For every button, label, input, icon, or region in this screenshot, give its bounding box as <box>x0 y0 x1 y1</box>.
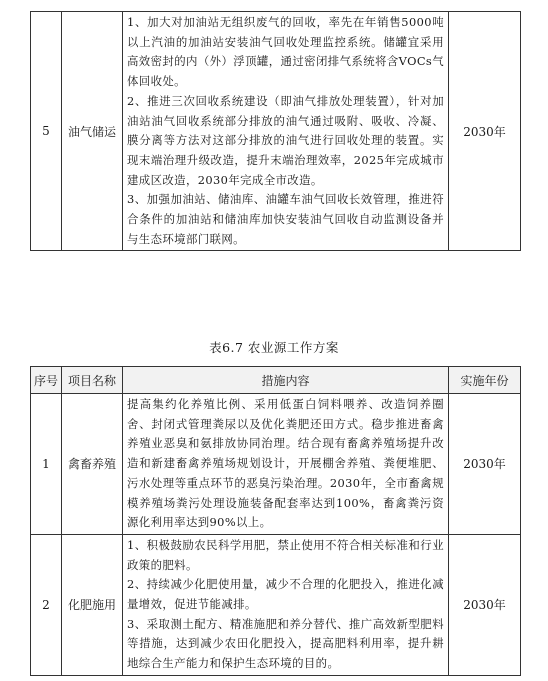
measure-paragraph: 1、积极鼓励农民科学用肥，禁止使用不符合相关标准和行业政策的肥料。 <box>127 537 444 572</box>
measure-paragraph: 3、采取测土配方、精准施肥和养分替代、推广高效新型肥料等措施，达到减少农田化肥投入，提高肥料利用率，提升耕地综合生产能力和保护生态环境的目的。 <box>127 616 444 671</box>
implementation-year: 2030年 <box>449 12 521 251</box>
row-number: 5 <box>31 12 62 251</box>
header-name: 项目名称 <box>62 367 123 394</box>
table-row <box>31 12 521 251</box>
table-header-row <box>31 367 521 394</box>
measure-paragraph: 3、加强加油站、储油库、油罐车油气回收长效管理，推进符合条件的加油站和储油库加快安装油气回收自动监测设备并与生态环境部门联网。 <box>127 192 444 246</box>
agriculture-table <box>30 366 521 676</box>
project-name: 禽畜养殖 <box>62 394 123 535</box>
project-name: 化肥施用 <box>62 534 123 675</box>
measure-paragraph: 2、推进三次回收系统建设（即油气排放处理装置），针对加油站油气回收系统部分排放的油气通过吸附、吸收、冷凝、膜分离等方法对这部分排放的油气进行回收处理的装置。实现末端治理升级改造，提升末端治理效率，2025年完成城市建成区改造，2030年完成全市改造。 <box>127 93 444 187</box>
table-row <box>31 394 521 535</box>
implementation-year: 2030年 <box>449 394 521 535</box>
table-row <box>31 534 521 675</box>
table-caption: 表6.7 农业源工作方案 <box>209 340 339 355</box>
measures-cell <box>123 12 449 251</box>
header-year: 实施年份 <box>449 367 521 394</box>
header-num: 序号 <box>31 367 62 394</box>
project-name: 油气储运 <box>62 12 123 251</box>
row-number: 2 <box>31 534 62 675</box>
measure-paragraph: 2、持续减少化肥使用量，减少不合理的化肥投入，推进化减量增效，促进节能减排。 <box>127 577 444 612</box>
oil-storage-table <box>30 11 521 251</box>
measures-cell <box>123 534 449 675</box>
row-number: 1 <box>31 394 62 535</box>
measure-paragraph: 提高集约化养殖比例、采用低蛋白饲料喂养、改造饲养圈舍、封闭式管理粪尿以及优化粪肥还田方式。稳步推进畜禽养殖业恶臭和氨排放协同治理。结合现有畜禽养殖场提升改造和新建畜禽养殖场规划设计，开展棚舍养殖、粪便堆肥、污水处理等重点环节的恶臭污染治理。2030年，全市畜禽规模养殖场粪污处理设施装备配套率达到100%，畜禽粪污资源化利用率达到90%以上。 <box>127 397 444 530</box>
header-measures: 措施内容 <box>123 367 449 394</box>
measures-cell <box>123 394 449 535</box>
implementation-year: 2030年 <box>449 534 521 675</box>
measure-paragraph: 1、加大对加油站无组织废气的回收，率先在年销售5000吨以上汽油的加油站安装油气回收处理监控系统。储罐宜采用高效密封的内（外）浮顶罐，通过密闭排气系统将含VOCs气体回收处。 <box>127 15 444 89</box>
